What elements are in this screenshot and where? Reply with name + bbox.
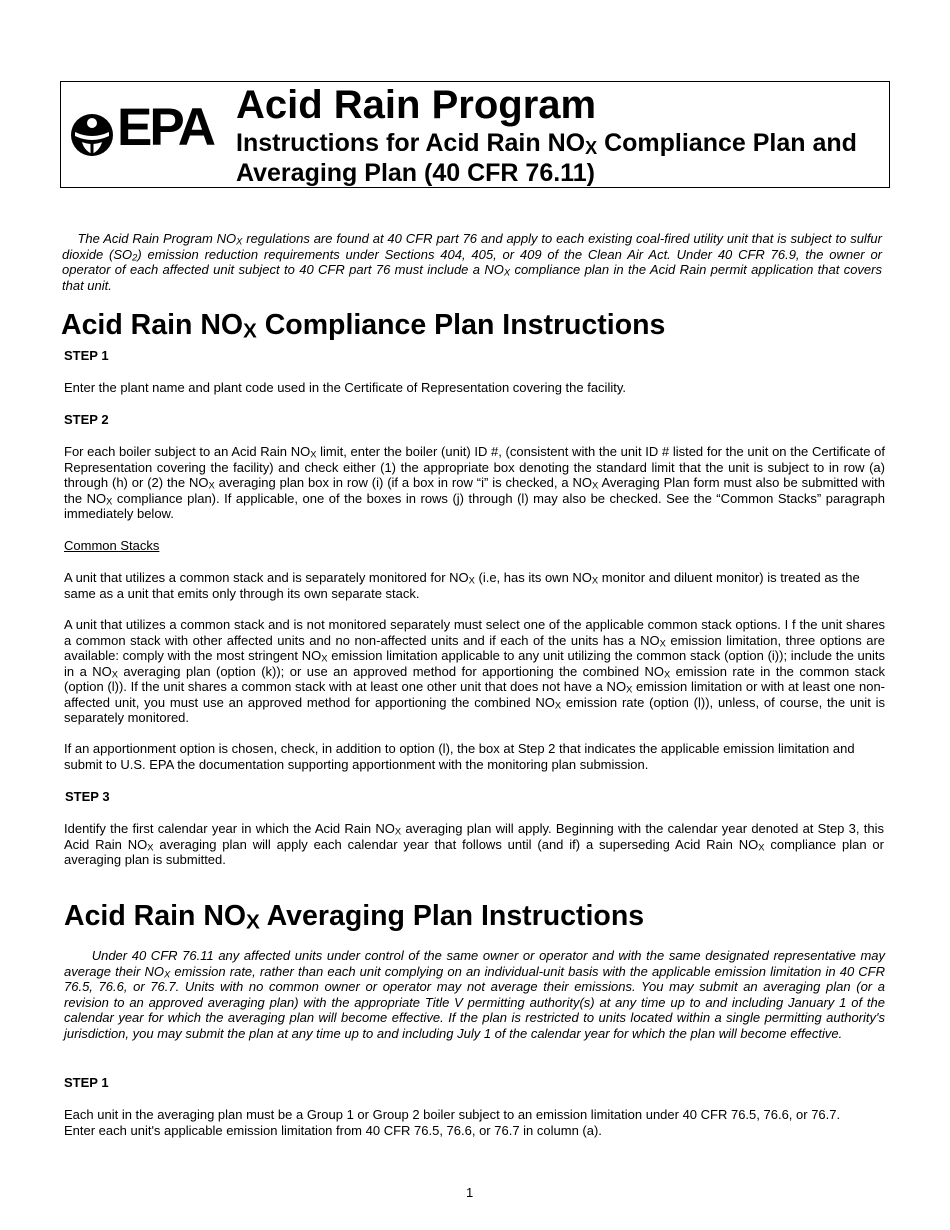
compliance-step3-text: Identify the first calendar year in which the Acid Rain $NO_X$ averaging plan will apply. Beginning with the calendar year denoted at Step 3, this Acid Rain $NO_X$ averaging plan will apply each calendar year that follows until (and if) a superseding Acid Rain $NO_X$ compliance plan or averaging plan is submitted.	[64, 821, 884, 867]
compliance-step1-label: STEP 1	[64, 348, 109, 363]
intro-paragraph: The Acid Rain Program $NO_X$ regulations are found at 40 CFR part 76 and apply to each existing coal-fired utility unit that is subject to sulfur dioxide $(SO_2)$ emission reduction requirements under Sections 404, 405, or 409 of the Clean Air Act. Under 40 CFR 76.9, the owner or operator of each affected unit subject to 40 CFR part 76 must include a $NO_X$ compliance plan in the Acid Rain permit application that covers that unit.	[62, 231, 883, 293]
page-subtitle: Instructions for Acid Rain $NO_X$ Compliance Plan and Averaging Plan (40 CFR 76.11)	[236, 129, 857, 187]
common-stacks-label: Common Stacks	[64, 538, 160, 553]
header-box	[60, 81, 890, 188]
common-stacks-para1: A unit that utilizes a common stack and is separately monitored for $NO_X$ (i.e, has its own $NO_X$ monitor and diluent monitor) is treated as the same as a unit that emits only through its own separate stack.	[64, 570, 860, 601]
compliance-step2-label: STEP 2	[64, 412, 109, 427]
apportionment-paragraph: If an apportionment option is chosen, check, in addition to option (l), the box at Step 2 that indicates the applicable emission limitation and submit to U.S. EPA the documentation supporting apportionment with the monitoring plan submission.	[64, 741, 855, 772]
page-number: 1	[466, 1185, 474, 1200]
averaging-step1-text: Each unit in the averaging plan must be a Group 1 or Group 2 boiler subject to an emission limitation under 40 CFR 76.5, 76.6, or 76.7. Enter each unit's applicable emission limitation from 40 CFR 76.5, 76.6, or 76.7 in column (a).	[64, 1107, 841, 1138]
epa-logo-text: EPA	[117, 98, 214, 157]
page-title: Acid Rain Program	[236, 83, 597, 127]
epa-logo	[69, 98, 219, 160]
common-stacks-para2: A unit that utilizes a common stack and is not monitored separately must select one of the applicable common stack options. I f the unit shares a common stack with other affected units and no non-affected units and if each of the units has a $NO_X$ emission limitation, three options are available: comply with the most stringent $NO_X$ emission limitation applicable to any unit utilizing the common stack (option (i)); include the units in a $NO_X$ averaging plan (option (k)); or use an approved method for apportioning the combined $NO_X$ emission rate in the common stack (option (l)). If the unit shares a common stack with at least one other unit that does not have a $NO_X$ emission limitation or with at least one non-affected unit, you must use an approved method for apportioning the combined $NO_X$ emission rate (option (l)), unless, of course, the unit is separately monitored.	[64, 617, 886, 725]
compliance-step2-text: For each boiler subject to an Acid Rain $NO_X$ limit, enter the boiler (unit) ID #, (consistent with the unit ID # listed for the unit on the Certificate of Representation covering the facility) and check either (1) the appropriate box denoting the standard limit that the unit is subject to in row (a) through (h) or (2) the $NO_X$ averaging plan box in row (i) (if a box in row “i” is checked, a $NO_X$ Averaging Plan form must also be submitted with the $NO_X$ compliance plan). If applicable, one of the boxes in rows (j) through (l) may also be checked. See the “Common Stacks” paragraph immediately below.	[64, 444, 886, 521]
compliance-heading: Acid Rain $NO_X$ Compliance Plan Instructions	[61, 309, 666, 343]
compliance-step3-label: STEP 3	[65, 789, 110, 804]
averaging-step1-label: STEP 1	[64, 1075, 109, 1090]
averaging-heading: Acid Rain $NO_X$ Averaging Plan Instructions	[64, 900, 645, 934]
epa-seal-icon	[69, 112, 115, 158]
compliance-step1-text: Enter the plant name and plant code used in the Certificate of Representation covering the facility.	[64, 380, 626, 395]
averaging-intro: Under 40 CFR 76.11 any affected units under control of the same owner or operator and with the same designated representative may average their $NO_X$ emission rate, rather than each unit complying on an individual-unit basis with the applicable emission limitation in 40 CFR 76.5, 76.6, or 76.7. Units with no common owner or operator may not average their emissions. You may submit an averaging plan (or a revision to an approved averaging plan) with the appropriate Title V permitting authority(s) at any time up to and including January 1 of the calendar year for which the averaging plan will become effective. If the plan is restricted to units located within a single permitting authority's jurisdiction, you may submit the plan at any time up to and including July 1 of the calendar year for which the plan will become effective.	[64, 948, 886, 1041]
